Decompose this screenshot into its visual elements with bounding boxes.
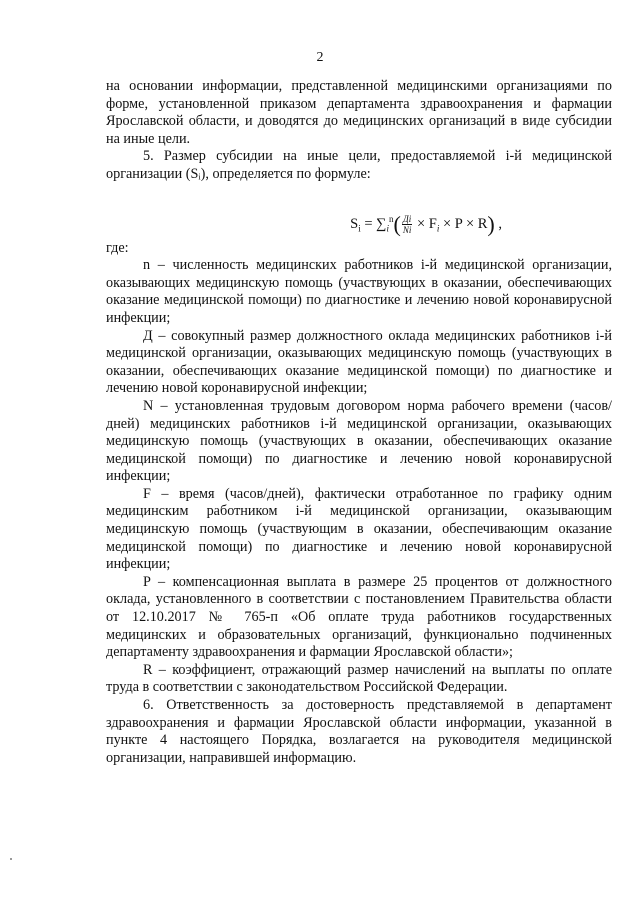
formula-paren-open: ( [393,211,401,237]
formula-lhs-sub: i [358,223,361,234]
formula-sum-sup: n [389,213,394,224]
item-6-paragraph: 6. Ответственность за достоверность представляемой в департамент здравоохранения и фармации Ярославской области информации, указанной в пункте 4 настоящего Порядка, возлагается на руководителя медицинской организации, направившей информацию. [106,697,612,766]
formula-times-f: × F [413,215,437,232]
subsidy-formula [106,204,612,237]
formula-lhs: S [350,215,359,232]
page-number: 2 [316,50,324,65]
formula-sum: ∑ [376,215,387,232]
definition-norm: N – установленная трудовым договором норма рабочего времени (часов/дней) медицинских работников i-й медицинской организации, оказывающих медицинскую помощь (участвующих в оказании, обеспечивающих оказание медицинской помощи) по диагностике и лечению новой коронавирусной инфекции; [106,397,612,485]
scan-speck [10,858,12,860]
formula-f-sub: i [436,223,440,234]
formula-equals: = [360,215,377,232]
formula-fraction-num: Дi [402,213,412,224]
definition-f: F – время (часов/дней), фактически отработанное по графику одним медицинским работником i-й медицинской организации, оказывающим медицинскую помощь (участвующим в оказании, обеспечивающим оказание медицинской помощи) по диагностике и лечению новой коронавирусной инфекции; [106,485,612,573]
definition-d: Д – совокупный размер должностного оклада медицинских работников i-й медицинской организации, оказывающих медицинскую помощь (участвующих в оказании, обеспечивающих оказание медицинской помощи) по диагностике и лечению новой коронавирусной инфекции; [106,327,612,397]
formula-rest: × P × R [439,215,488,232]
formula-tail: , [494,215,502,232]
where-label: где: [106,239,129,256]
intro-paragraph: на основании информации, представленной медицинскими организациями по форме, установленной приказом департамента здравоохранения и фармации Ярославской области, и доводятся до медицинских организаций в виде субсидии на иные цели. [106,78,612,147]
formula-fraction [402,214,413,235]
definition-p: P – компенсационная выплата в размере 25 процентов от должностного оклада, установленного в соответствии с постановлением Правительства области от 12.10.2017 № 765-п «Об оплате труда работников государственных медицинских и образовательных организаций, функционально подчиненных департаменту здравоохранения и фармации Ярославской области»; [106,573,612,661]
formula-sum-sub: i [386,223,389,234]
definition-n: n – численность медицинских работников i-й медицинской организации, оказывающих медицинскую помощь (участвующих в оказании, обеспечивающих оказание медицинской помощи) по диагностике и лечению новой коронавирусной инфекции; [106,257,612,326]
document-body [106,78,612,767]
formula-fraction-den: Ni [402,224,412,235]
definition-r: R – коэффициент, отражающий размер начислений на выплаты по оплате труда в соответствии с законодательством Российской Федерации. [106,661,612,696]
item-5-paragraph: 5. Размер субсидии на иные цели, предоставляемой i-й медицинской организации (Sᵢ), определяется по формуле: [106,148,612,182]
formula-paren-close: ) [487,211,495,237]
